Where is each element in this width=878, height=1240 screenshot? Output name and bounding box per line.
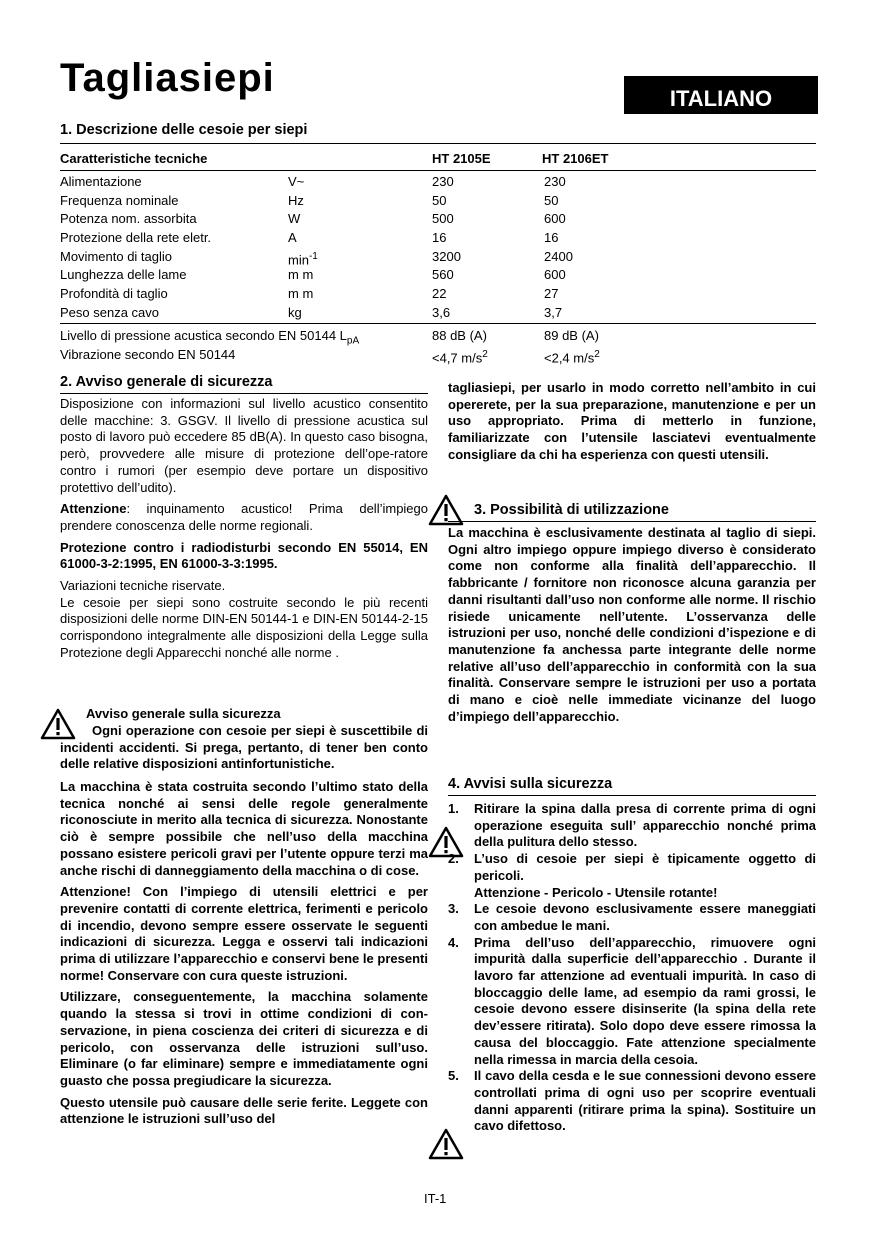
vibration-label: Vibrazione secondo EN 50144 <box>60 347 236 362</box>
spec-value-b: 230 <box>544 174 566 189</box>
spec-row <box>60 229 816 248</box>
spec-unit: A <box>288 230 297 246</box>
section3-heading: 3. Possibilità di utilizzazione <box>474 502 669 518</box>
warning-text: Ogni operazione con cesoie per siepi è suscettibile di incidenti accidenti. Si prega, pertanto, di tener ben conto delle relative disposizioni antinfortunistiche. <box>60 723 428 772</box>
section4-rule <box>448 795 816 796</box>
spec-header-model-b: HT 2106ET <box>542 151 609 166</box>
spec-header-model-a: HT 2105E <box>432 151 491 166</box>
spec-unit: V~ <box>288 174 305 189</box>
safety-item-1: 1. Ritirare la spina dalla presa di corrente prima di ogni operazione eseguita sull’ apparecchio nonché prima della pulitura dello stesso. <box>448 801 816 850</box>
spec-label: Movimento di taglio <box>60 248 172 264</box>
vibration-value-b: <2,4 $m/s^2$ <box>544 349 600 366</box>
spec-label: Peso senza cavo <box>60 304 160 320</box>
spec-row <box>60 173 816 192</box>
page-title: Tagliasiepi <box>60 56 275 100</box>
spec-row <box>60 266 816 285</box>
standards-paragraph: Le cesoie per siepi sono costruite secondo le più recenti disposizioni delle norme DIN-EN 50144-1 e DIN-EN 50144-2-15 corrispondono integralmente alle disposizioni della Legge sulla Protezione degli Apparecchi nonché alle norme . <box>60 594 428 660</box>
spec-value-b: 50 <box>544 192 559 208</box>
spec-row <box>60 304 816 323</box>
spec-row <box>60 248 816 267</box>
spec-header-label: Caratteristiche tecniche <box>60 151 208 166</box>
section2-heading: 2. Avviso generale di sicurezza <box>60 374 273 390</box>
attention-noise-paragraph: Attenzione: inquinamento acustico! Prima dell’impiego prendere conoscenza delle norme regionali. <box>60 501 428 533</box>
spec-row <box>60 285 816 304</box>
usage-condition-paragraph: Utilizzare, conseguentemente, la macchina solamente quando la stessa si trovi in ottime condizioni di con-servazione, in piena coscienza dei criteri di sicurezza e di pericolo, con osservanza delle istruzioni sull’uso. Eliminare (o far eliminare) sempre e immediatamente ogni guasto che possa pregiudicare la sicurezza. <box>60 989 428 1088</box>
spec-unit: W <box>288 211 301 227</box>
spec-value-a: 3,6 <box>432 304 451 320</box>
noise-info-paragraph: Disposizione con informazioni sul livello acustico consentito delle macchine: 3. GSGV. Il livello di pressione acustica sul posto di lavoro può eccedere 85 dB(A). In questo caso bisogna, però, provvedere alle misure di protezione dell’ope-ratore contro i rumori (per esempio deve portare un dispositivo protettivo dell’udito). <box>60 396 428 495</box>
spec-value-a: 22 <box>432 286 447 302</box>
section2-body <box>60 396 428 662</box>
injury-paragraph-continued: tagliasiepi, per usarlo in modo corretto nell’ambito in cui opererete, per la sua preparazione, manutenzione e per un uso appropriato. Prima di metterlo in funzione, familiarizzate con l’utensile lasciatevi eventualmente consigliare da chi ha esperienza con questi utensili. <box>448 380 816 462</box>
spec-value-a: 230 <box>432 174 454 189</box>
spec-unit: kg <box>288 304 302 320</box>
spec-value-b: 3,7 <box>544 304 563 320</box>
spec-value-b: 16 <box>544 230 559 246</box>
state-of-art-paragraph: La macchina è stata costruita secondo l’ultimo stato della tecnica nonché ai sensi delle regole generalmente riconosciute in merito alla tecnica di sicurezza. Nonostante ciò è sempre possibile che nell’uso della macchina possano esistere pericoli gravi per l’utente oppure terzi ma anche rischi di danneggiamento della macchina o di cose. <box>60 779 428 878</box>
page-number: IT-1 <box>424 1191 447 1206</box>
spec-bottom-rule <box>60 323 816 324</box>
safety-item-5: 5. Il cavo della cesda e le sue connessioni devono essere controllati prima di ogni uso per scoprire eventuali danni apparenti (ritirare prima la spina). Sostituire un cavo difettoso. <box>448 1068 816 1134</box>
spec-label: Protezione della rete eletr. <box>60 230 212 246</box>
safety-item-4: 4. Prima dell’uso dell’apparecchio, rimuovere ogni impurità dalla superficie dell’apparecchio . Durante il lavoro far attenzione ad eventuali impurità. In caso di bloccaggio delle lame, ad esempio da rami grossi, le cesoie devono essere disinserite (la spina della rete dev’essere ritirata). Solo dopo deve essere rimossa la causa del bloccaggio. Fate attenzione specialmente nella rimessa in marcia della cesoia. <box>448 934 816 1067</box>
rotating-tool-warning: Attenzione - Pericolo - Utensile rotante! <box>474 884 718 900</box>
section2-rule <box>60 393 428 394</box>
section4-heading: 4. Avvisi sulla sicurezza <box>448 776 613 792</box>
spec-label: Profondità di taglio <box>60 286 168 302</box>
spec-value-a: 500 <box>432 211 454 227</box>
section3-text: La macchina è esclusivamente destinata al taglio di siepi. Ogni altro impiego oppure impiego diverso è considerato come non conforme alla finalità dell’apparecchio. Il fabbricante / fornitore non riconosce alcuna garanzia per danni risultanti dall’uso non conforme alle norme. Il rischio risiede unicamente nell’utente. L’osservanza delle istruzioni per uso, nonché delle condizioni d’ispezione e di manutenzione fa anchessa parte integrante delle norme relative all’uso dell’apparecchio in conformità con la sua finalità. Conservare sempre le istruzioni per uso a portata di mano e cioè nelle immediate vicinanze del luogo d’impiego dell’apparecchio. <box>448 525 816 724</box>
section1-rule-top <box>60 143 816 144</box>
language-badge: ITALIANO <box>624 76 818 114</box>
spec-unit: Hz <box>288 192 304 208</box>
tech-variations-paragraph: Variazioni tecniche riservate. <box>60 578 226 594</box>
spec-table-body <box>60 173 816 323</box>
warning-title: Avviso generale sulla sicurezza <box>86 706 281 721</box>
noise-label: Livello di pressione acustica secondo EN 50144 $L_{pA}$ <box>60 328 360 347</box>
injury-paragraph: Questo utensile può causare delle serie ferite. Leggete con attenzione le istruzioni sull’uso del <box>60 1094 428 1127</box>
spec-value-b: 2400 <box>544 248 573 264</box>
vibration-value-a: <4,7 $m/s^2$ <box>432 349 488 366</box>
safety-item-2: 2. L’uso di cesoie per siepi è tipicamente oggetto di pericoli. Attenzione - Pericolo - Utensile rotante! <box>448 851 816 900</box>
spec-label: Alimentazione <box>60 174 142 189</box>
section1-heading: 1. Descrizione delle cesoie per siepi <box>60 122 308 138</box>
spec-row <box>60 210 816 229</box>
spec-row <box>60 192 816 211</box>
spec-value-a: 50 <box>432 192 447 208</box>
spec-header-rule <box>60 170 816 171</box>
spec-label: Lunghezza delle lame <box>60 267 187 283</box>
spec-value-a: 3200 <box>432 248 461 264</box>
safety-list <box>448 801 816 1135</box>
interference-paragraph: Protezione contro i radiodisturbi secondo EN 55014, EN 61000-3-2:1995, EN 61000-3-3:1995. <box>60 539 428 572</box>
spec-value-b: 600 <box>544 211 566 227</box>
electrical-attention-paragraph: Attenzione! Con l’impiego di utensili elettrici e per prevenire contatti di corrente elettrica, ferimenti e pericolo di incendio, devono sempre essere osservate le seguenti indicazioni di sicurezza. Legga e osservi tali indicazioni prima di utilizzare l’apparecchio e conservi bene le presenti norme! Conservare con cura queste istruzioni. <box>60 884 428 983</box>
section2-body-bold <box>60 779 428 1128</box>
safety-item-3: 3. Le cesoie devono esclusivamente essere maneggiati con ambedue le mani. <box>448 901 816 933</box>
spec-value-a: 16 <box>432 230 447 246</box>
spec-value-b: 600 <box>544 267 566 283</box>
spec-unit: m m <box>288 267 314 283</box>
spec-value-a: 560 <box>432 267 454 283</box>
noise-value-a: 88 dB (A) <box>432 328 487 343</box>
noise-value-b: 89 dB (A) <box>544 328 599 343</box>
spec-unit: $\min^{-1}$ <box>288 250 318 268</box>
spec-unit: m m <box>288 286 314 302</box>
spec-value-b: 27 <box>544 286 559 302</box>
spec-label: Potenza nom. assorbita <box>60 211 197 227</box>
spec-label: Frequenza nominale <box>60 192 179 208</box>
section3-rule <box>448 521 816 522</box>
